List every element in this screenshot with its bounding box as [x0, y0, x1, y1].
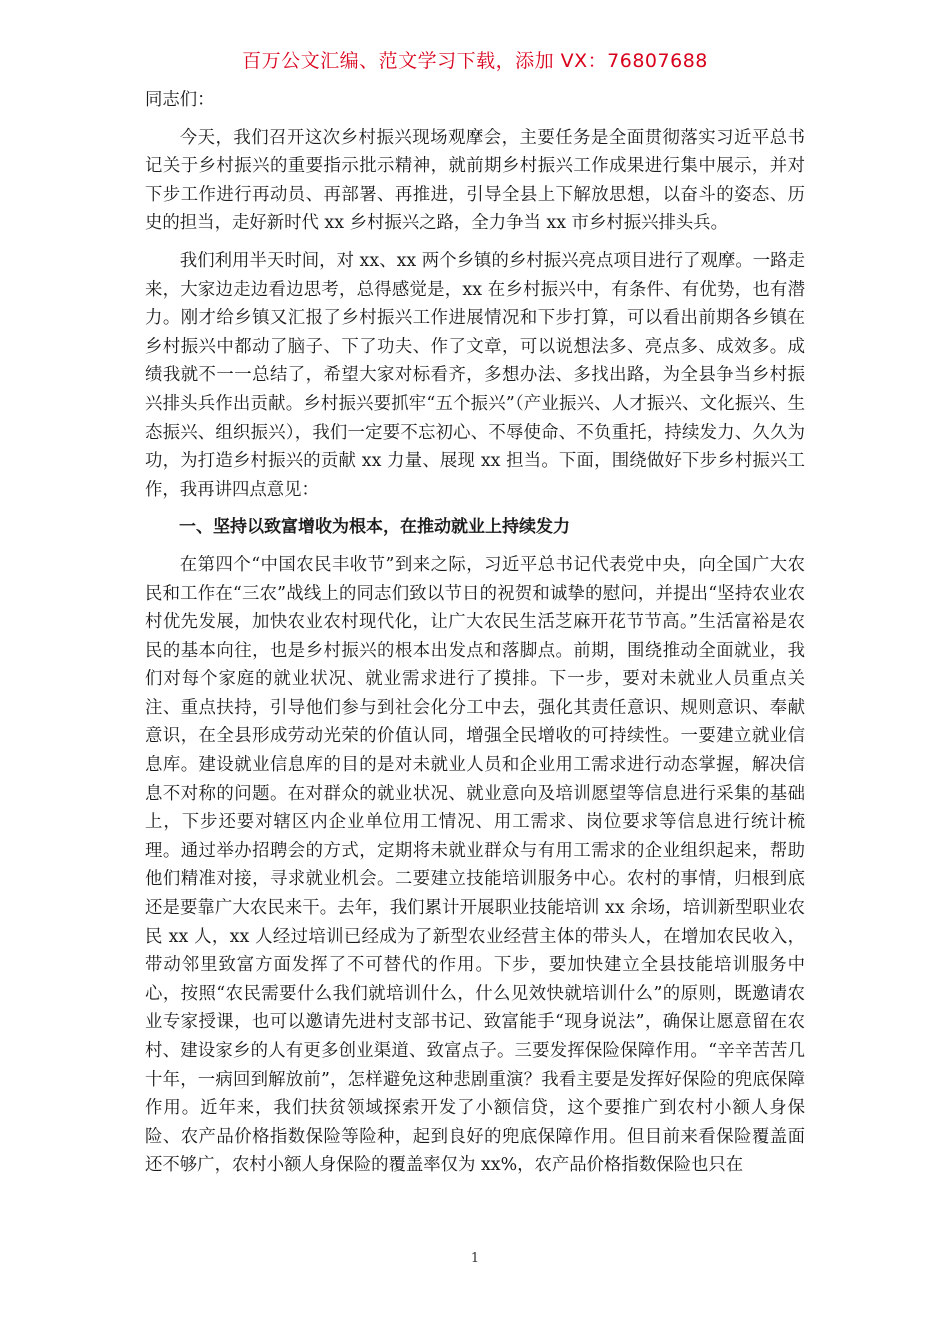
- paragraph-observation: 我们利用半天时间，对 xx、xx 两个乡镇的乡村振兴亮点项目进行了观摩。一路走来，大家边走边看边思考，总得感觉是，xx 在乡村振兴中，有条件、有优势，也有潜力。刚才给乡镇又汇报了乡村振兴工作进展情况和下步打算，可以看出前期各乡镇在乡村振兴中都动了脑子、下了功夫、作了文章，可以说想法多、亮点多、成效多。成绩我就不一一总结了，希望大家对标看齐，多想办法、多找出路，为全县争当乡村振兴排头兵作出贡献。乡村振兴要抓牢“五个振兴”（产业振兴、人才振兴、文化振兴、生态振兴、组织振兴），我们一定要不忘初心、不辱使命、不负重托，持续发力、久久为功，为打造乡村振兴的贡献 xx 力量、展现 xx 担当。下面，围绕做好下步乡村振兴工作，我再讲四点意见：: [145, 250, 805, 500]
- paragraph-section-body: 在第四个“中国农民丰收节”到来之际，习近平总书记代表党中央，向全国广大农民和工作在“三农”战线上的同志们致以节日的祝贺和诚挚的慰问，并提出“坚持农业农村优先发展，加快农业农村现代化，让广大农民生活芝麻开花节节高。”生活富裕是农民的基本向往，也是乡村振兴的根本出发点和落脚点。前期，围绕推动全面就业，我们对每个家庭的就业状况、就业需求进行了摸排。下一步，要对未就业人员重点关注、重点扶持，引导他们参与到社会化分工中去，强化其责任意识、规则意识、奉献意识，在全县形成劳动光荣的价值认同，增强全民增收的可持续性。一要建立就业信息库。建设就业信息库的目的是对未就业人员和企业用工需求进行动态掌握，解决信息不对称的问题。在对群众的就业状况、就业意向及培训愿望等信息进行采集的基础上，下步还要对辖区内企业单位用工情况、用工需求、岗位要求等信息进行统计梳理。通过举办招聘会的方式，定期将未就业群众与有用工需求的企业组织起来，帮助他们精准对接，寻求就业机会。二要建立技能培训服务中心。农村的事情，归根到底还是要靠广大农民来干。去年，我们累计开展职业技能培训 xx 余场，培训新型职业农民 xx 人，xx 人经过培训已经成为了新型农业经营主体的带头人，在增加农民收入，带动邻里致富方面发挥了不可替代的作用。下步，要加快建立全县技能培训服务中心，按照“农民需要什么我们就培训什么，什么见效快就培训什么”的原则，既邀请农业专家授课，也可以邀请先进村支部书记、致富能手“现身说法”，确保让愿意留在农村、建设家乡的人有更多创业渠道、致富点子。三要发挥保险保障作用。“辛辛苦苦几十年，一病回到解放前”，怎样避免这种悲剧重演？我看主要是发挥好保险的兜底保障作用。近年来，我们扶贫领域探索开发了小额信贷，这个要推广到农村小额人身保险、农产品价格指数保险等险种，起到良好的兜底保障作用。但目前来看保险覆盖面还不够广，农村小额人身保险的覆盖率仅为 xx%，农产品价格指数保险也只在: [145, 554, 805, 1176]
- paragraph-intro: 今天，我们召开这次乡村振兴现场观摩会，主要任务是全面贯彻落实习近平总书记关于乡村振兴的重要指示批示精神，就前期乡村振兴工作成果进行集中展示，并对下步工作进行再动员、再部署、再推进，引导全县上下解放思想，以奋斗的姿态、历史的担当，走好新时代 xx 乡村振兴之路，全力争当 xx 市乡村振兴排头兵。: [145, 127, 805, 234]
- promo-banner: 百万公文汇编、范文学习下载，添加 VX：76807688: [242, 50, 708, 72]
- document-body: [145, 86, 805, 1189]
- salutation: 同志们：: [145, 90, 215, 110]
- section-heading: 一、坚持以致富增收为根本，在推动就业上持续发力: [179, 517, 570, 538]
- page-number: 1: [470, 1251, 480, 1266]
